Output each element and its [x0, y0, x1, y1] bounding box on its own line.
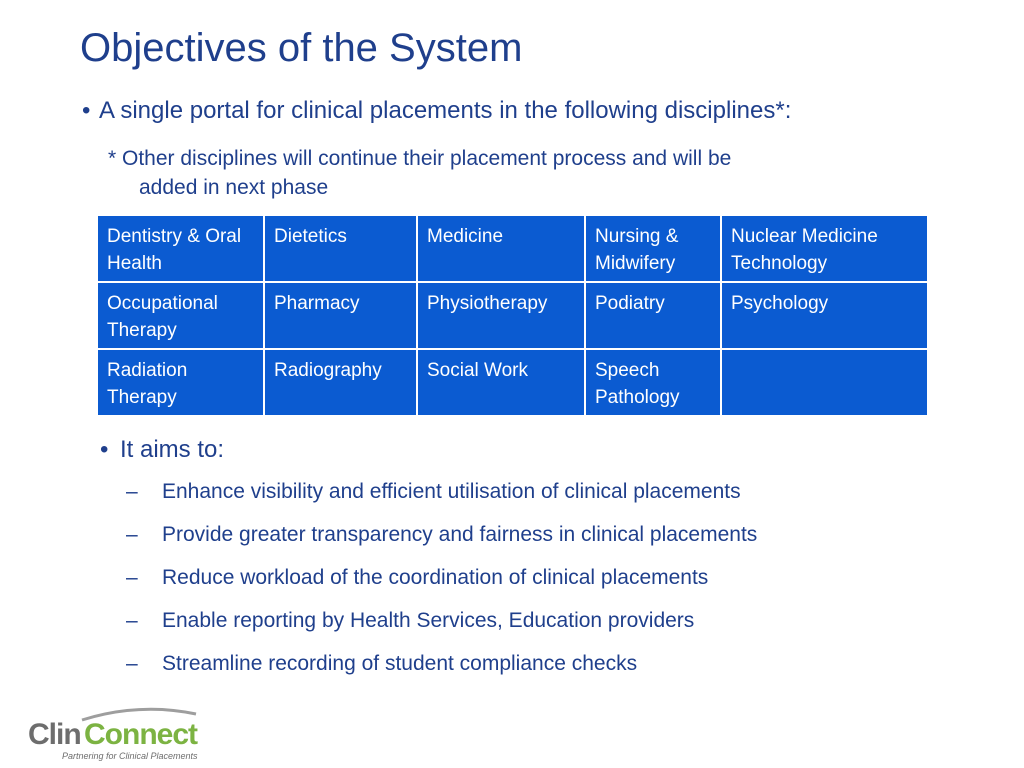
footnote [108, 144, 908, 202]
table-cell: Occupational Therapy [97, 282, 264, 349]
logo-tagline: Partnering for Clinical Placements [62, 751, 198, 761]
table-cell: Dentistry & Oral Health [97, 215, 264, 282]
table-cell: Radiography [264, 349, 417, 416]
dash-marker: – [126, 566, 138, 589]
list-item-text: Streamline recording of student compliance checks [162, 652, 638, 675]
table-cell: Nursing & Midwifery [585, 215, 721, 282]
aims-heading-text: It aims to: [120, 436, 225, 463]
main-bullet-text: A single portal for clinical placements in the following disciplines*: [99, 97, 792, 124]
list-item-text: Reduce workload of the coordination of clinical placements [162, 566, 709, 589]
dash-marker: – [126, 480, 138, 503]
bullet-dot: • [100, 436, 109, 463]
footnote-line-2: added in next phase [139, 176, 329, 199]
logo-text-clin: Clin [28, 718, 81, 751]
table-row [97, 282, 928, 349]
table-cell: Nuclear Medicine Technology [721, 215, 928, 282]
list-item-text: Enhance visibility and efficient utilisation of clinical placements [162, 480, 741, 503]
aims-list [126, 480, 757, 695]
footnote-line-1: * Other disciplines will continue their placement process and will be [108, 147, 732, 170]
table-cell: Radiation Therapy [97, 349, 264, 416]
dash-marker: – [126, 609, 138, 632]
clinconnect-logo [28, 706, 198, 762]
dash-marker: – [126, 652, 138, 675]
list-item-text: Enable reporting by Health Services, Education providers [162, 609, 695, 632]
list-item [126, 652, 757, 695]
slide-title: Objectives of the System [80, 26, 523, 70]
logo-text-connect: Connect [84, 718, 197, 751]
table-row [97, 215, 928, 282]
list-item [126, 566, 757, 609]
list-item [126, 609, 757, 652]
list-item-text: Provide greater transparency and fairness in clinical placements [162, 523, 758, 546]
main-bullet [82, 97, 791, 125]
table-cell: Dietetics [264, 215, 417, 282]
disciplines-table [96, 214, 929, 417]
table-cell: Physiotherapy [417, 282, 585, 349]
list-item [126, 523, 757, 566]
bullet-dot: • [82, 97, 91, 124]
table-cell: Medicine [417, 215, 585, 282]
list-item [126, 480, 757, 523]
table-row [97, 349, 928, 416]
table-cell: Podiatry [585, 282, 721, 349]
dash-marker: – [126, 523, 138, 546]
table-cell: Speech Pathology [585, 349, 721, 416]
table-cell: Social Work [417, 349, 585, 416]
aims-heading [100, 436, 224, 464]
table-cell: Psychology [721, 282, 928, 349]
table-cell [721, 349, 928, 416]
table-cell: Pharmacy [264, 282, 417, 349]
